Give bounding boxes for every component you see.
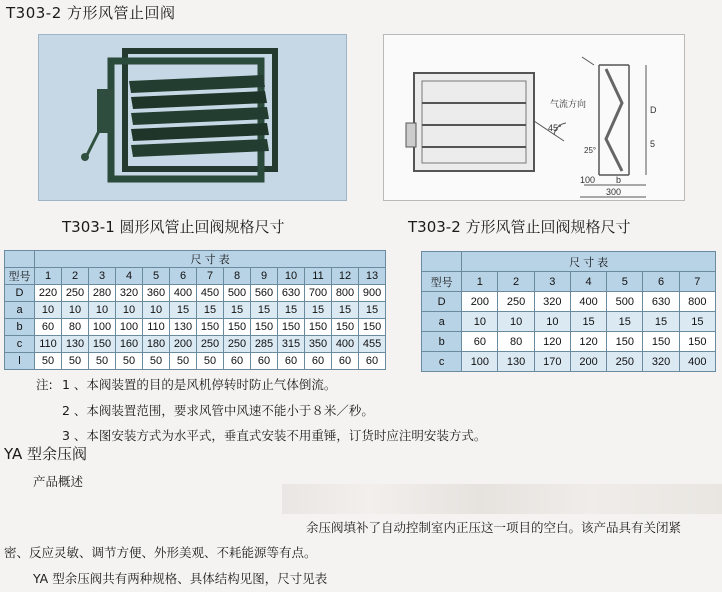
table-row bbox=[422, 332, 716, 352]
table-cell: 400 bbox=[332, 336, 359, 353]
section-title: YA 型余压阀 bbox=[4, 445, 88, 463]
round-damper-caption: T303-1 圆形风管止回阀规格尺寸 bbox=[62, 218, 285, 236]
table-cell: 285 bbox=[251, 336, 278, 353]
table-cell: 10 bbox=[143, 302, 170, 319]
table-row bbox=[422, 352, 716, 372]
col-header: 7 bbox=[679, 272, 715, 292]
dim-d-label: D bbox=[650, 105, 657, 115]
paragraph: 密、反应灵敏、调节方便、外形美观、不耗能源等有点。 bbox=[4, 545, 317, 560]
round-spec-table bbox=[4, 250, 386, 370]
angle-25-label: 25° bbox=[584, 146, 597, 155]
table-cell: 130 bbox=[170, 319, 197, 336]
table-cell: 800 bbox=[679, 292, 715, 312]
table-cell: 15 bbox=[570, 312, 606, 332]
table-cell: 15 bbox=[332, 302, 359, 319]
row-label: c bbox=[5, 336, 35, 353]
col-header: 1 bbox=[35, 268, 62, 285]
table-cell: 100 bbox=[462, 352, 498, 372]
note-item: 2 、本阀装置范围，要求风管中风速不能小于８米／秒。 bbox=[62, 403, 374, 418]
table-cell: 15 bbox=[607, 312, 643, 332]
row-label: b bbox=[5, 319, 35, 336]
col-header: 13 bbox=[359, 268, 386, 285]
col-header: 5 bbox=[607, 272, 643, 292]
col-header: 3 bbox=[89, 268, 116, 285]
table-row bbox=[5, 319, 386, 336]
table-cell: 50 bbox=[35, 353, 62, 370]
table-title-row bbox=[422, 252, 716, 272]
col-header: 6 bbox=[643, 272, 679, 292]
table-cell: 50 bbox=[197, 353, 224, 370]
table-cell: 630 bbox=[643, 292, 679, 312]
table-corner-label: 型号 bbox=[422, 272, 462, 292]
square-spec-table bbox=[421, 251, 716, 372]
note-item: 3 、本图安装方式为水平式，垂直式安装不用重锤，订货时应注明安装方式。 bbox=[62, 428, 487, 443]
table-cell: 15 bbox=[679, 312, 715, 332]
table-cell: 320 bbox=[534, 292, 570, 312]
table-cell: 150 bbox=[679, 332, 715, 352]
table-row bbox=[422, 292, 716, 312]
table-cell: 50 bbox=[170, 353, 197, 370]
table-title-row bbox=[5, 251, 386, 268]
table-cell: 110 bbox=[35, 336, 62, 353]
table-cell: 150 bbox=[305, 319, 332, 336]
row-label: l bbox=[5, 353, 35, 370]
table-cell: 15 bbox=[224, 302, 251, 319]
table-cell: 10 bbox=[89, 302, 116, 319]
table-cell: 50 bbox=[89, 353, 116, 370]
table-row bbox=[5, 302, 386, 319]
table-cell: 50 bbox=[116, 353, 143, 370]
table-cell: 200 bbox=[462, 292, 498, 312]
table-cell: 15 bbox=[305, 302, 332, 319]
row-label: a bbox=[5, 302, 35, 319]
table-cell: 400 bbox=[679, 352, 715, 372]
table-cell: 450 bbox=[197, 285, 224, 302]
table-cell: 350 bbox=[305, 336, 332, 353]
table-cell: 15 bbox=[359, 302, 386, 319]
table-cell: 110 bbox=[143, 319, 170, 336]
row-label: D bbox=[422, 292, 462, 312]
product-photo bbox=[38, 34, 347, 201]
table-cell: 150 bbox=[359, 319, 386, 336]
table-cell: 500 bbox=[224, 285, 251, 302]
col-header: 4 bbox=[116, 268, 143, 285]
page-title: T303-2 方形风管止回阀 bbox=[6, 4, 176, 22]
table-cell: 50 bbox=[62, 353, 89, 370]
table-cell: 60 bbox=[251, 353, 278, 370]
row-label: b bbox=[422, 332, 462, 352]
table-cell: 60 bbox=[359, 353, 386, 370]
table-cell: 10 bbox=[35, 302, 62, 319]
col-header: 8 bbox=[224, 268, 251, 285]
table-cell: 120 bbox=[570, 332, 606, 352]
table-cell: 80 bbox=[62, 319, 89, 336]
damper-section-drawing bbox=[384, 35, 684, 200]
col-header: 4 bbox=[570, 272, 606, 292]
table-cell: 80 bbox=[498, 332, 534, 352]
table-cell: 60 bbox=[224, 353, 251, 370]
col-header: 9 bbox=[251, 268, 278, 285]
square-damper-caption: T303-2 方形风管止回阀规格尺寸 bbox=[408, 218, 631, 236]
table-cell: 170 bbox=[534, 352, 570, 372]
table-cell: 180 bbox=[143, 336, 170, 353]
table-cell: 10 bbox=[62, 302, 89, 319]
table-cell: 10 bbox=[498, 312, 534, 332]
table-cell: 10 bbox=[462, 312, 498, 332]
table-cell: 130 bbox=[498, 352, 534, 372]
table-corner-label: 型号 bbox=[5, 268, 35, 285]
table-cell: 130 bbox=[62, 336, 89, 353]
table-cell: 400 bbox=[170, 285, 197, 302]
table-title: 尺 寸 表 bbox=[462, 252, 716, 272]
table-cell: 150 bbox=[89, 336, 116, 353]
col-header: 2 bbox=[498, 272, 534, 292]
table-cell: 10 bbox=[534, 312, 570, 332]
table-cell: 400 bbox=[570, 292, 606, 312]
table-cell: 560 bbox=[251, 285, 278, 302]
table-cell: 500 bbox=[607, 292, 643, 312]
table-header-row bbox=[422, 272, 716, 292]
table-cell: 250 bbox=[62, 285, 89, 302]
table-cell: 15 bbox=[643, 312, 679, 332]
table-corner-blank bbox=[5, 251, 35, 268]
table-cell: 60 bbox=[278, 353, 305, 370]
col-header: 6 bbox=[170, 268, 197, 285]
table-cell: 900 bbox=[359, 285, 386, 302]
table-cell: 100 bbox=[89, 319, 116, 336]
table-cell: 50 bbox=[143, 353, 170, 370]
dim-300-label: 300 bbox=[606, 187, 622, 197]
table-cell: 15 bbox=[197, 302, 224, 319]
table-cell: 10 bbox=[116, 302, 143, 319]
paragraph: 余压阀填补了自动控制室内正压这一项目的空白。该产品具有关闭紧 bbox=[306, 520, 682, 535]
table-cell: 150 bbox=[332, 319, 359, 336]
table-cell: 150 bbox=[278, 319, 305, 336]
table-cell: 150 bbox=[643, 332, 679, 352]
col-header: 1 bbox=[462, 272, 498, 292]
table-corner-blank bbox=[422, 252, 462, 272]
table-cell: 120 bbox=[534, 332, 570, 352]
blurred-band bbox=[282, 484, 722, 514]
table-cell: 150 bbox=[607, 332, 643, 352]
table-title: 尺 寸 表 bbox=[35, 251, 386, 268]
table-cell: 100 bbox=[116, 319, 143, 336]
table-cell: 60 bbox=[35, 319, 62, 336]
col-header: 11 bbox=[305, 268, 332, 285]
col-header: 7 bbox=[197, 268, 224, 285]
table-cell: 320 bbox=[116, 285, 143, 302]
table-cell: 315 bbox=[278, 336, 305, 353]
table-cell: 250 bbox=[197, 336, 224, 353]
col-header: 2 bbox=[62, 268, 89, 285]
table-cell: 700 bbox=[305, 285, 332, 302]
dim-b-label: b bbox=[616, 175, 622, 185]
table-row bbox=[5, 353, 386, 370]
table-cell: 630 bbox=[278, 285, 305, 302]
damper-photo-illustration bbox=[39, 35, 346, 200]
table-cell: 60 bbox=[305, 353, 332, 370]
col-header: 10 bbox=[278, 268, 305, 285]
dim-5-label: 5 bbox=[650, 139, 656, 149]
table-cell: 280 bbox=[89, 285, 116, 302]
table-cell: 150 bbox=[224, 319, 251, 336]
table-cell: 455 bbox=[359, 336, 386, 353]
notes-label: 注: bbox=[36, 377, 53, 392]
angle-45-label: 45° bbox=[548, 123, 562, 133]
col-header: 12 bbox=[332, 268, 359, 285]
table-cell: 60 bbox=[462, 332, 498, 352]
table-cell: 200 bbox=[570, 352, 606, 372]
table-cell: 160 bbox=[116, 336, 143, 353]
table-row bbox=[422, 312, 716, 332]
col-header: 5 bbox=[143, 268, 170, 285]
table-cell: 320 bbox=[643, 352, 679, 372]
table-cell: 150 bbox=[251, 319, 278, 336]
table-cell: 800 bbox=[332, 285, 359, 302]
dim-100-label: 100 bbox=[580, 175, 596, 185]
airflow-label: 气流方向 bbox=[550, 99, 587, 109]
table-cell: 60 bbox=[332, 353, 359, 370]
table-cell: 200 bbox=[170, 336, 197, 353]
table-cell: 220 bbox=[35, 285, 62, 302]
row-label: c bbox=[422, 352, 462, 372]
table-cell: 250 bbox=[607, 352, 643, 372]
table-cell: 250 bbox=[498, 292, 534, 312]
technical-drawing bbox=[383, 34, 685, 201]
table-row bbox=[5, 336, 386, 353]
col-header: 3 bbox=[534, 272, 570, 292]
table-header-row bbox=[5, 268, 386, 285]
section-subtitle: 产品概述 bbox=[33, 474, 84, 489]
table-cell: 15 bbox=[278, 302, 305, 319]
table-cell: 250 bbox=[224, 336, 251, 353]
paragraph: YA 型余压阀共有两种规格、具体结构见图，尺寸见表 bbox=[33, 571, 328, 586]
table-cell: 360 bbox=[143, 285, 170, 302]
table-cell: 15 bbox=[170, 302, 197, 319]
row-label: D bbox=[5, 285, 35, 302]
note-item: 1 、本阀装置的目的是风机停转时防止气体倒流。 bbox=[62, 377, 337, 392]
row-label: a bbox=[422, 312, 462, 332]
table-cell: 15 bbox=[251, 302, 278, 319]
table-cell: 150 bbox=[197, 319, 224, 336]
table-row bbox=[5, 285, 386, 302]
